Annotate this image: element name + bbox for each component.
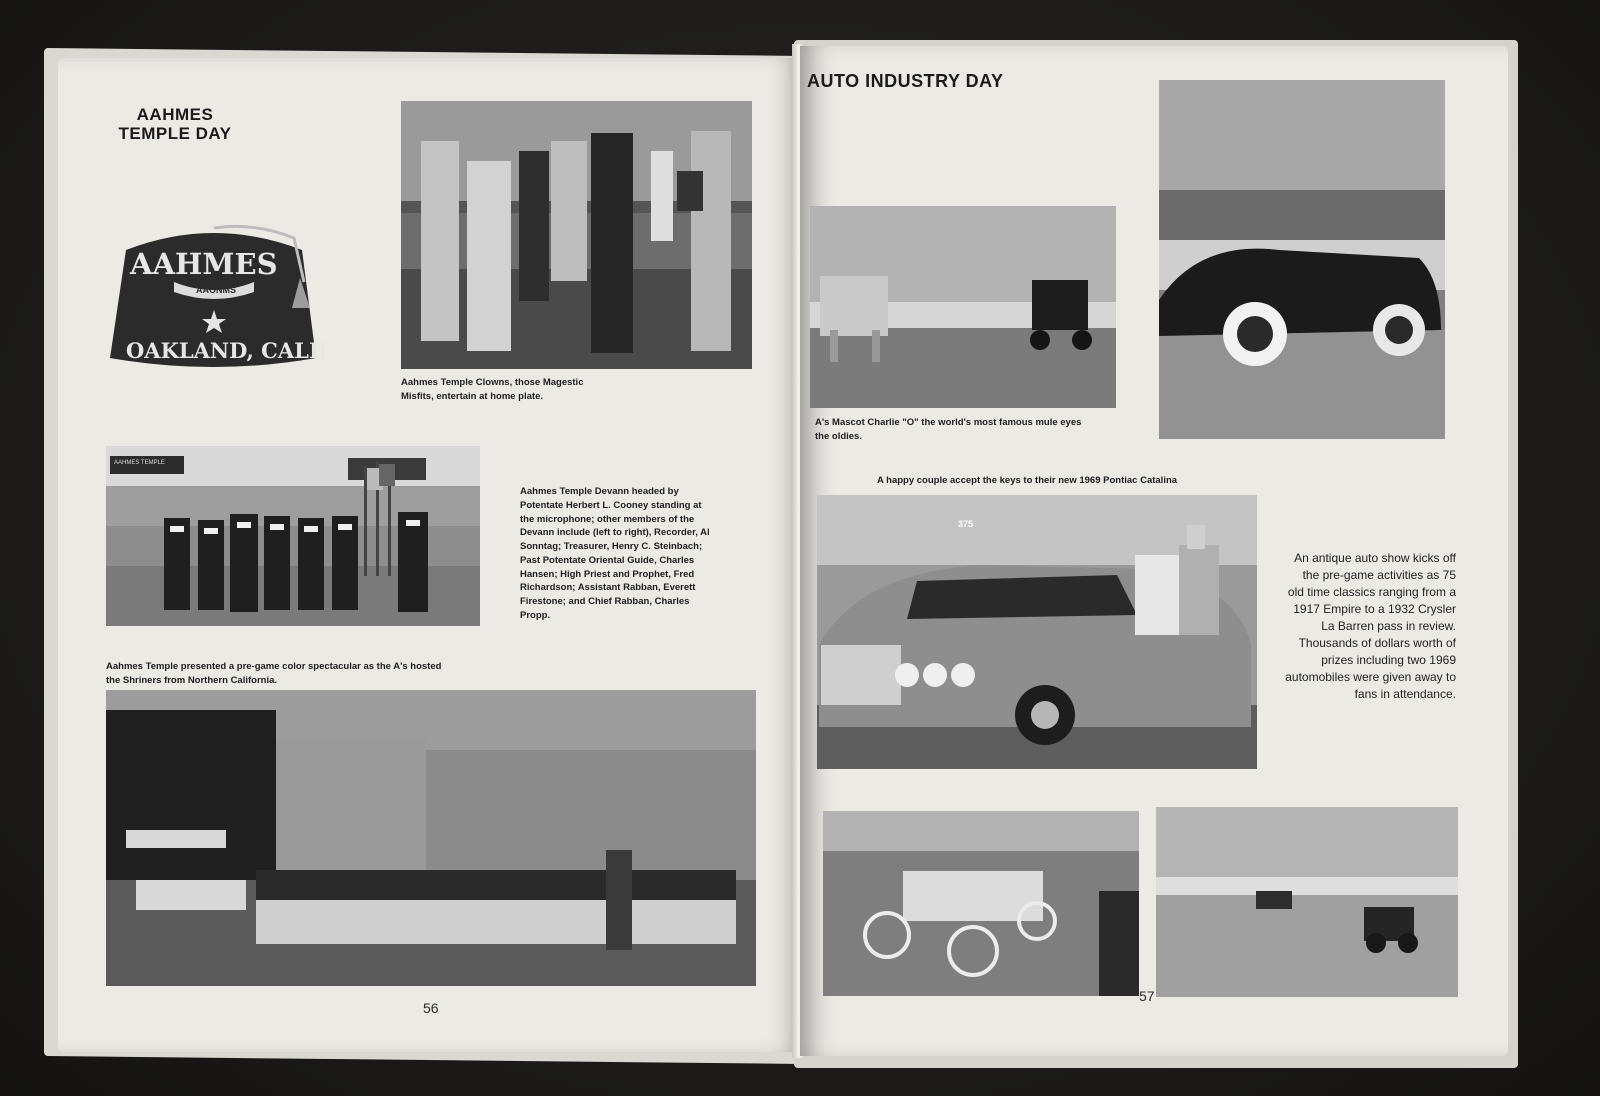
devann-photo [106,446,480,626]
stadium-sign: AAHMES TEMPLE [114,460,165,466]
keys-caption: A happy couple accept the keys to their new 1969 Pontiac Catalina [877,475,1178,486]
race-car-photo [823,811,1139,996]
fez-icon [104,198,324,373]
mascot-photo [810,206,1116,408]
wall-number: 375 [958,519,974,529]
classic-car-photo [1159,80,1445,439]
right-page-number: 57 [1139,988,1155,1004]
title-line-1: AAHMES [136,105,214,124]
emblem-banner-text: AAONMS [196,285,236,295]
title-line-2: TEMPLE DAY [118,123,232,143]
left-page-number: 56 [423,1000,439,1016]
antique-cars-photo [1156,807,1458,997]
mascot-caption: A's Mascot Charlie "O" the world's most famous mule eyes the oldies. [815,417,1082,442]
left-page [58,58,800,1052]
left-page-title [105,106,245,143]
devann-caption: Aahmes Temple Devann headed by Potentate Herbert L. Cooney standing at the microphone; other members of the Devann include (left to right), Recorder, Al Sonntag; Treasurer, Henry C. Steinbach; Past Potentate Oriental Guide, Charles Hansen; High Priest and Prophet, Fred Richardson; Assistant Rabban, Everett Firestone; and Chief Rabban, Charles Propp. [520,486,710,621]
emblem-bottom-text: OAKLAND, CALIF. [126,338,324,363]
spectacular-photo [106,690,756,986]
spectacular-caption: Aahmes Temple presented a pre-game color spectacular as the A's hosted the Shriners from Northern California. [106,661,442,686]
clowns-caption: Aahmes Temple Clowns, those Magestic Misfits, entertain at home plate. [401,377,584,402]
auto-show-text: An antique auto show kicks off the pre-game activities as 75 old time classics ranging from a 1917 Empire to a 1932 Crysler La Barren pass in review. Thousands of dollars worth of prizes including two 1969 automobiles were given away to fans in attendance. [1285,551,1456,702]
pontiac-photo [817,495,1257,769]
clowns-photo [401,101,752,369]
emblem-top-text: AAHMES [130,247,278,281]
right-page [800,46,1508,1056]
aahmes-fez-emblem [104,198,324,373]
right-page-title: AUTO INDUSTRY DAY [807,71,1004,91]
